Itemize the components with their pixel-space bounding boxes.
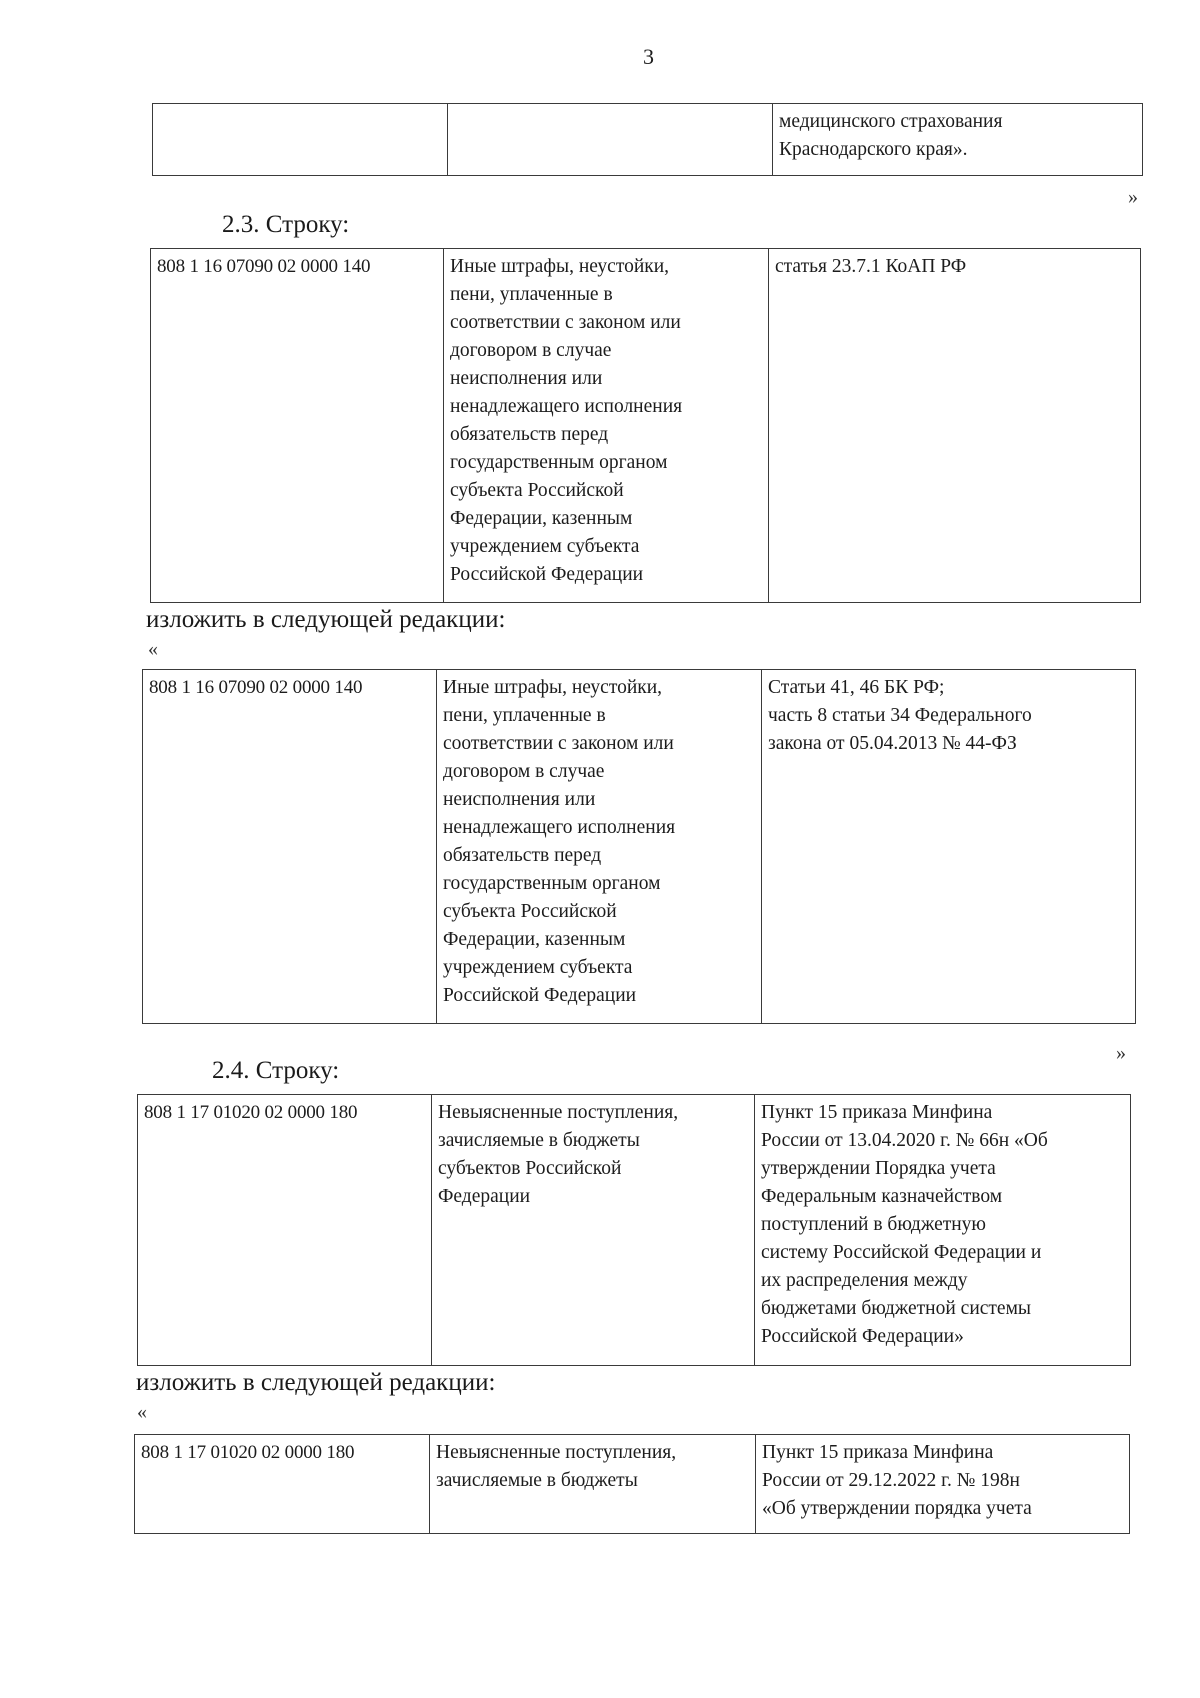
basis-cell: Статьи 41, 46 БК РФ; часть 8 статьи 34 Федерального закона от 05.04.2013 № 44-ФЗ xyxy=(762,670,1136,1024)
close-quote: » xyxy=(1128,186,1138,208)
table-row xyxy=(153,104,1143,176)
table-new-row-2-3 xyxy=(142,669,1136,1024)
table-row xyxy=(151,249,1141,603)
restate-instruction: изложить в следующей редакции: xyxy=(136,1369,496,1396)
basis-cell: Пункт 15 приказа Минфина России от 29.12.2022 г. № 198н «Об утверждении порядка учета xyxy=(756,1435,1130,1534)
page-number: 3 xyxy=(643,44,654,69)
table-old-row-2-4 xyxy=(137,1094,1131,1366)
basis-cell: Пункт 15 приказа Минфина России от 13.04.2020 г. № 66н «Об утверждении Порядка учета Федеральным казначейством поступлений в бюджетную систему Российской Федерации и их распределения между бюджетами бюджетной системы Российской Федерации» xyxy=(755,1095,1131,1366)
code-cell: 808 1 17 01020 02 0000 180 xyxy=(138,1095,432,1366)
description-cell: Невыясненные поступления, зачисляемые в бюджеты xyxy=(430,1435,756,1534)
table-row xyxy=(135,1435,1130,1534)
section-heading-2-4: 2.4. Строку: xyxy=(212,1057,340,1084)
table-continuation xyxy=(152,103,1143,176)
close-quote: » xyxy=(1116,1042,1126,1064)
table-old-row-2-3 xyxy=(150,248,1141,603)
description-cell: Иные штрафы, неустойки, пени, уплаченные в соответствии с законом или договором в случае неисполнения или ненадлежащего исполнения обязательств перед государственным органом субъекта Российской Федерации, казенным учреждением субъекта Российской Федерации xyxy=(437,670,762,1024)
open-quote: « xyxy=(148,638,158,660)
basis-cell: медицинского страхования Краснодарского края». xyxy=(773,104,1143,176)
description-cell xyxy=(448,104,773,176)
code-cell: 808 1 16 07090 02 0000 140 xyxy=(143,670,437,1024)
table-new-row-2-4 xyxy=(134,1434,1130,1534)
section-heading-2-3: 2.3. Строку: xyxy=(222,211,350,238)
basis-cell: статья 23.7.1 КоАП РФ xyxy=(769,249,1141,603)
description-cell: Невыясненные поступления, зачисляемые в бюджеты субъектов Российской Федерации xyxy=(432,1095,755,1366)
table-row xyxy=(143,670,1136,1024)
code-cell xyxy=(153,104,448,176)
code-cell: 808 1 16 07090 02 0000 140 xyxy=(151,249,444,603)
code-cell: 808 1 17 01020 02 0000 180 xyxy=(135,1435,430,1534)
open-quote: « xyxy=(137,1401,147,1423)
description-cell: Иные штрафы, неустойки, пени, уплаченные в соответствии с законом или договором в случае неисполнения или ненадлежащего исполнения обязательств перед государственным органом субъекта Российской Федерации, казенным учреждением субъекта Российской Федерации xyxy=(444,249,769,603)
restate-instruction: изложить в следующей редакции: xyxy=(146,606,506,633)
table-row xyxy=(138,1095,1131,1366)
